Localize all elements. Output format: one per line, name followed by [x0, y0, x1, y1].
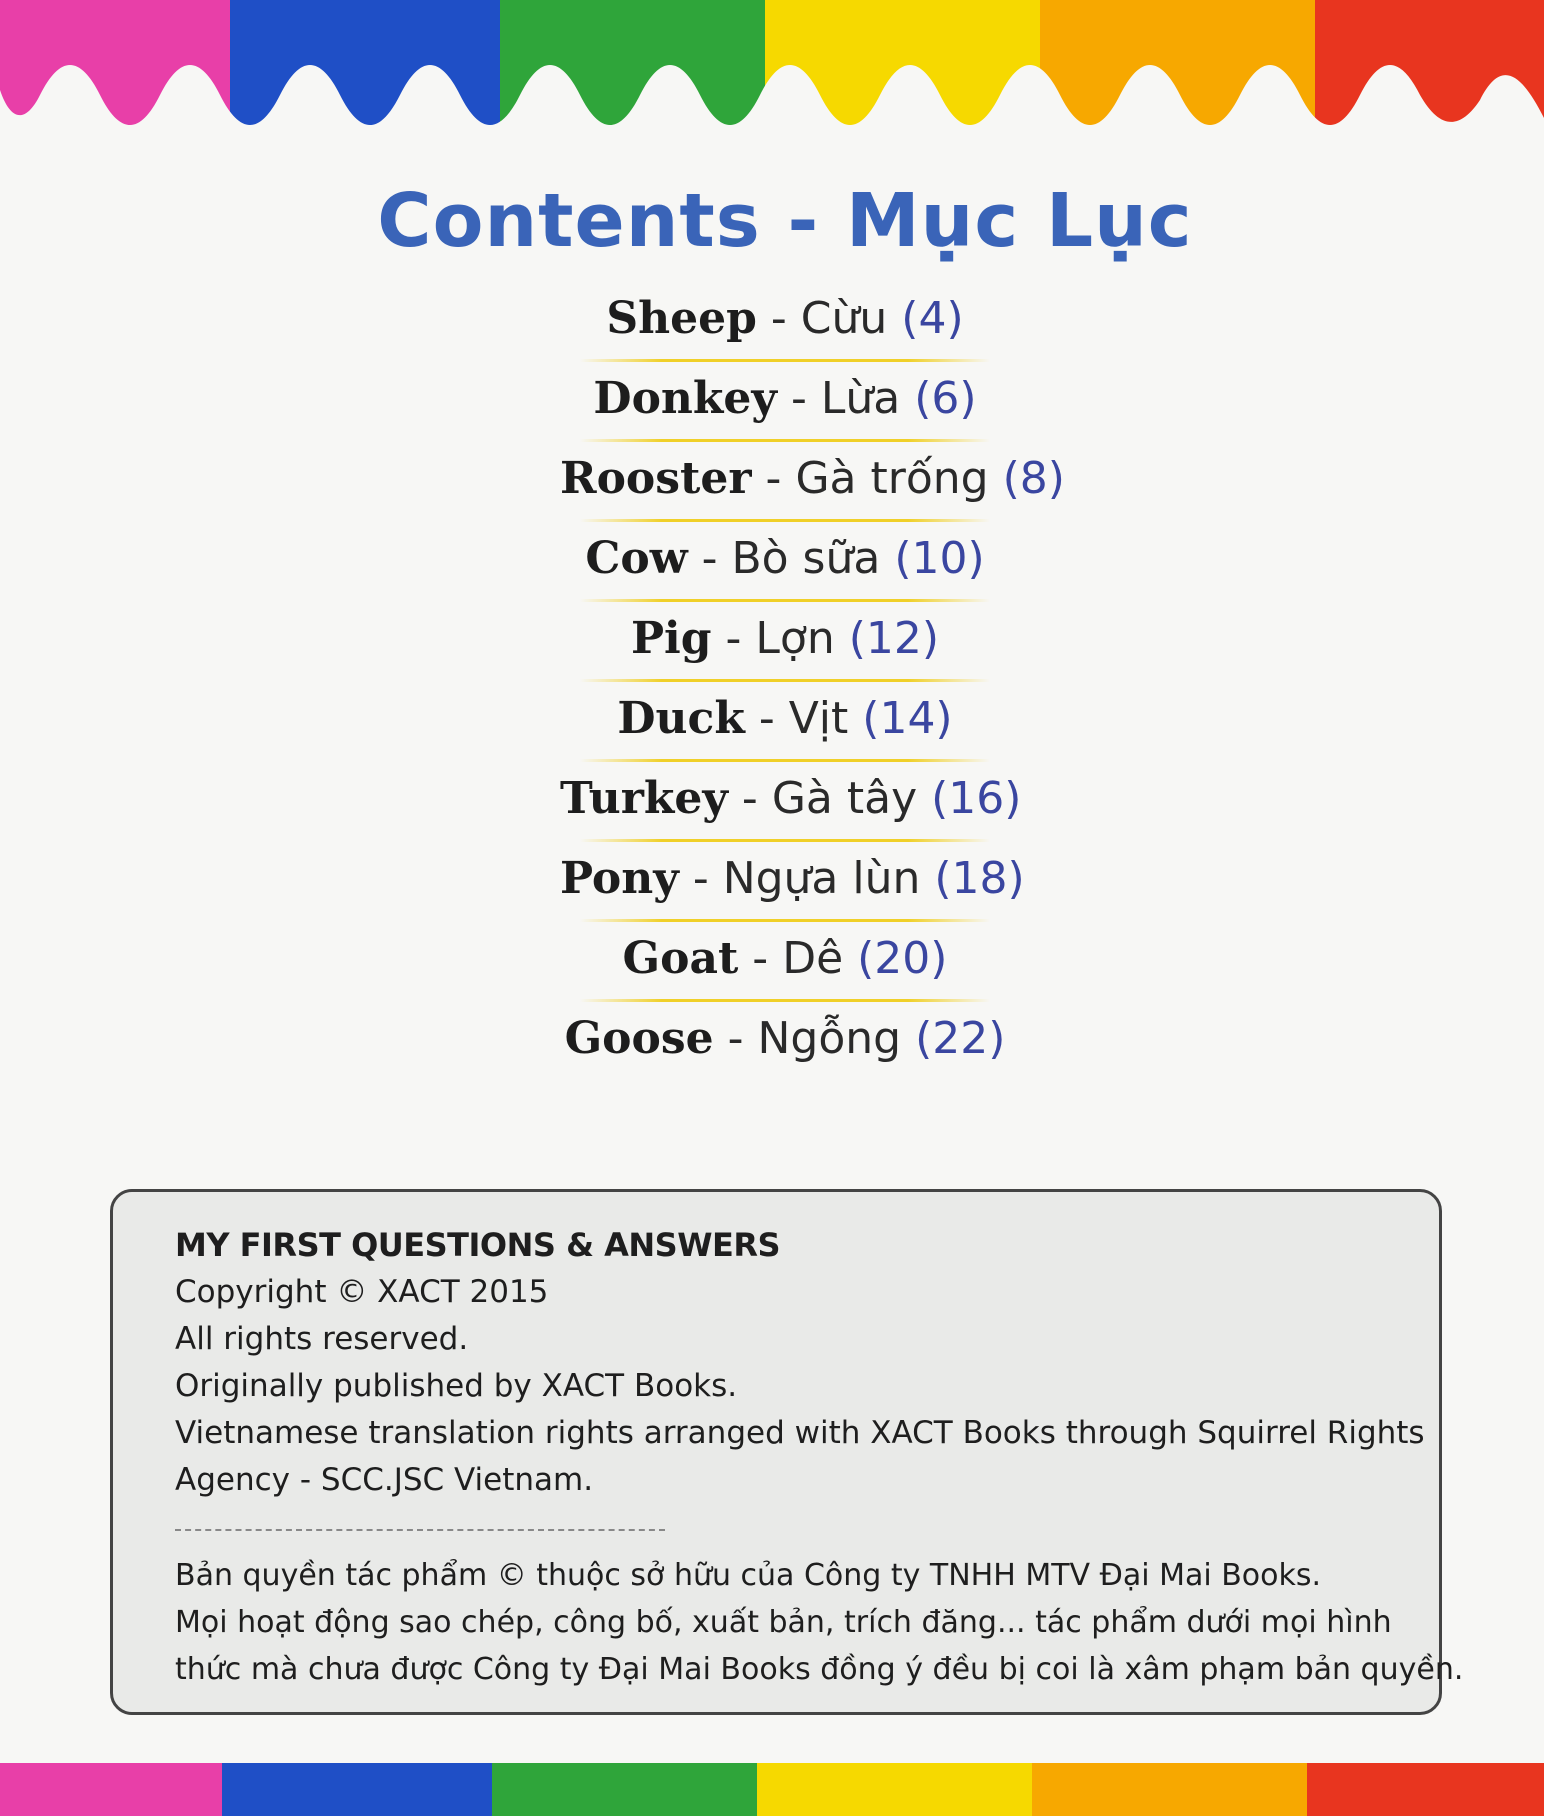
entry-separator: - — [725, 613, 742, 664]
contents-entry — [560, 762, 1022, 842]
book-title: MY FIRST QUESTIONS & ANSWERS — [175, 1226, 781, 1264]
entry-separator: - — [752, 933, 769, 984]
entry-vietnamese-name: Ngựa lùn — [722, 853, 921, 904]
contents-list — [560, 282, 1065, 1082]
bottom-yellow — [757, 1763, 1032, 1816]
copyright-box — [110, 1189, 1464, 1715]
english-rights-text — [175, 1269, 1425, 1504]
entry-separator: - — [692, 853, 709, 904]
contents-entry — [560, 602, 1010, 682]
entry-page-number: (20) — [857, 933, 948, 984]
entry-english-name: Duck — [617, 693, 745, 744]
entry-english-name: Turkey — [560, 773, 728, 824]
entry-vietnamese-name: Dê — [782, 933, 844, 984]
entry-separator: - — [758, 693, 775, 744]
entry-english-name: Goat — [622, 933, 739, 984]
vi-line-3: thức mà chưa được Công ty Đại Mai Books đồng ý đều bị coi là xâm phạm bản quyền. — [175, 1652, 1464, 1687]
entry-separator: - — [741, 773, 758, 824]
drip-blue — [230, 0, 500, 150]
dashed-divider — [175, 1529, 665, 1531]
drip-yellow — [765, 0, 1040, 150]
entry-vietnamese-name: Cừu — [800, 293, 888, 344]
bottom-orange — [1032, 1763, 1307, 1816]
drip-pink — [0, 0, 230, 150]
bottom-red — [1307, 1763, 1544, 1816]
contents-entry — [560, 842, 1025, 922]
copyright-line: Copyright © XACT 2015 — [175, 1274, 549, 1310]
entry-vietnamese-name: Gà trống — [795, 453, 989, 504]
bottom-rainbow-border — [0, 1763, 1544, 1816]
bottom-green — [492, 1763, 757, 1816]
contents-entry — [560, 362, 1010, 442]
entry-separator: - — [790, 373, 807, 424]
entry-english-name: Donkey — [593, 373, 777, 424]
bottom-pink — [0, 1763, 222, 1816]
published-line: Originally published by XACT Books. — [175, 1368, 738, 1404]
entry-vietnamese-name: Bò sữa — [731, 533, 881, 584]
entry-page-number: (18) — [934, 853, 1025, 904]
entry-vietnamese-name: Lợn — [755, 613, 835, 664]
drip-orange — [1040, 0, 1315, 150]
page-title: Contents - Mục Lục — [377, 178, 1193, 264]
entry-vietnamese-name: Vịt — [788, 693, 849, 744]
top-rainbow-drip-border — [0, 0, 1544, 150]
contents-entry — [560, 522, 1010, 602]
entry-english-name: Goose — [564, 1013, 714, 1064]
entry-page-number: (8) — [1002, 453, 1065, 504]
bottom-blue — [222, 1763, 492, 1816]
entry-separator: - — [765, 453, 782, 504]
entry-separator: - — [770, 293, 787, 344]
entry-page-number: (12) — [848, 613, 940, 664]
rights-line: All rights reserved. — [175, 1321, 469, 1357]
entry-separator: - — [701, 533, 718, 584]
contents-entry — [560, 442, 1065, 522]
entry-separator: - — [727, 1013, 744, 1064]
entry-vietnamese-name: Ngỗng — [757, 1013, 902, 1064]
entry-page-number: (22) — [915, 1013, 1006, 1064]
contents-entry — [560, 682, 1010, 762]
drip-red — [1315, 0, 1544, 150]
entry-vietnamese-name: Lừa — [820, 373, 901, 424]
vi-line-2: Mọi hoạt động sao chép, công bố, xuất bản, trích đăng... tác phẩm dưới mọi hình — [175, 1605, 1392, 1640]
entry-english-name: Pony — [560, 853, 679, 904]
contents-entry — [560, 1002, 1010, 1082]
entry-english-name: Cow — [585, 533, 688, 584]
entry-page-number: (4) — [901, 293, 964, 344]
vietnamese-rights-text — [175, 1552, 1464, 1693]
entry-page-number: (14) — [862, 693, 953, 744]
entry-page-number: (16) — [931, 773, 1022, 824]
contents-entry — [560, 922, 1010, 1002]
translation-line-2: Agency - SCC.JSC Vietnam. — [175, 1462, 594, 1498]
vi-line-1: Bản quyền tác phẩm © thuộc sở hữu của Công ty TNHH MTV Đại Mai Books. — [175, 1558, 1322, 1593]
translation-line-1: Vietnamese translation rights arranged with XACT Books through Squirrel Rights — [175, 1415, 1425, 1451]
entry-page-number: (6) — [914, 373, 977, 424]
entry-english-name: Pig — [630, 613, 712, 664]
entry-page-number: (10) — [894, 533, 985, 584]
contents-entry — [560, 282, 1010, 362]
entry-english-name: Rooster — [560, 453, 752, 504]
entry-vietnamese-name: Gà tây — [771, 773, 918, 824]
entry-english-name: Sheep — [606, 293, 757, 344]
drip-green — [500, 0, 765, 150]
